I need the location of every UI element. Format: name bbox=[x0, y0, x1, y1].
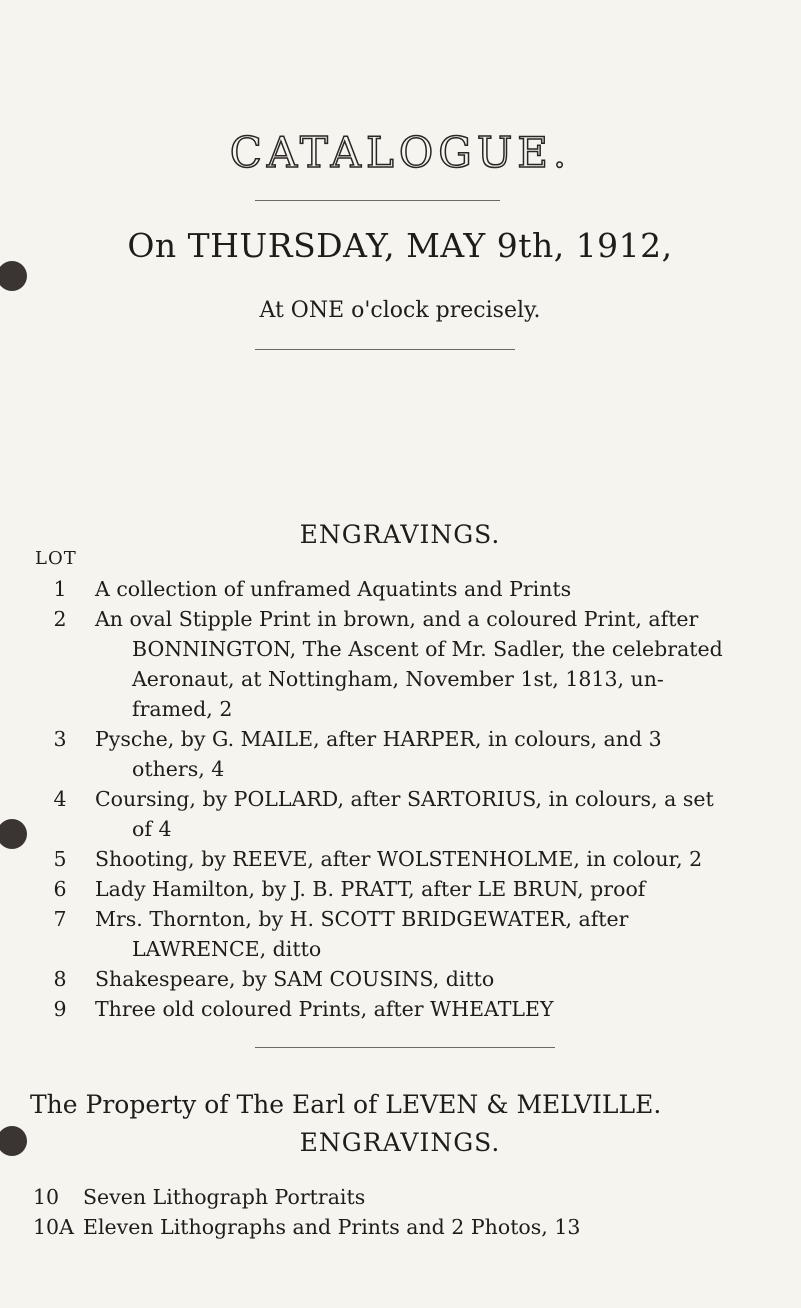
lot-description: An oval Stipple Print in brown, and a coloured Print, after BONNINGTON, The Ascent of Mr. Sadler, the celebrated Aeronaut, at Nottingham, November 1st, 1813, un- framed, 2 bbox=[95, 607, 723, 721]
lot-description: Pysche, by G. MAILE, after HARPER, in colours, and 3 others, 4 bbox=[95, 727, 662, 781]
lot-description: Coursing, by POLLARD, after SARTORIUS, in colours, a set of 4 bbox=[95, 787, 714, 841]
time-rule bbox=[255, 349, 515, 350]
sale-date: On THURSDAY, MAY 9th, 1912, bbox=[127, 226, 673, 265]
section-rule bbox=[255, 1047, 555, 1048]
binding-hole-bottom bbox=[0, 1126, 27, 1156]
lot-description: Shooting, by REEVE, after WOLSTENHOLME, in colour, 2 bbox=[95, 847, 703, 871]
lot-description: Three old coloured Prints, after WHEATLEY bbox=[95, 997, 554, 1021]
lot-item-8 bbox=[35, 964, 785, 994]
property-owner-heading: The Property of The Earl of LEVEN & MELVILLE. bbox=[30, 1090, 662, 1119]
lot-number: 10A bbox=[33, 1215, 74, 1239]
lot-item-4 bbox=[35, 784, 785, 844]
catalogue-title: CATALOGUE. bbox=[229, 128, 572, 177]
lot-number: 2 bbox=[53, 607, 67, 631]
lot-number: 4 bbox=[53, 787, 67, 811]
lot-description: Mrs. Thornton, by H. SCOTT BRIDGEWATER, after LAWRENCE, ditto bbox=[95, 907, 629, 961]
binding-hole-top bbox=[0, 261, 27, 291]
lot-number: 5 bbox=[53, 847, 67, 871]
lot-number: 8 bbox=[53, 967, 67, 991]
lot-description: Eleven Lithographs and Prints and 2 Photos, 13 bbox=[83, 1215, 581, 1239]
lot-item-7 bbox=[35, 904, 785, 964]
lot-column-label: LOT bbox=[35, 548, 77, 569]
lot-item-10a bbox=[33, 1215, 793, 1239]
section-heading-property-engravings: ENGRAVINGS. bbox=[299, 1128, 501, 1157]
lot-number: 6 bbox=[53, 877, 67, 901]
lot-number: 9 bbox=[53, 997, 67, 1021]
lot-number: 7 bbox=[53, 907, 67, 931]
lot-item-5 bbox=[35, 844, 785, 874]
section-heading-engravings: ENGRAVINGS. bbox=[299, 520, 501, 549]
lot-description: Lady Hamilton, by J. B. PRATT, after LE BRUN, proof bbox=[95, 877, 646, 901]
lot-item-10 bbox=[33, 1185, 793, 1209]
lot-item-3 bbox=[35, 724, 785, 784]
lot-item-1 bbox=[35, 574, 785, 604]
lot-number: 10 bbox=[33, 1185, 60, 1209]
lot-item-2 bbox=[35, 604, 785, 724]
lot-description: A collection of unframed Aquatints and Prints bbox=[95, 577, 572, 601]
binding-hole-middle bbox=[0, 819, 27, 849]
lot-item-9 bbox=[35, 994, 785, 1024]
lot-description: Shakespeare, by SAM COUSINS, ditto bbox=[95, 967, 495, 991]
lot-number: 1 bbox=[53, 577, 67, 601]
lot-item-6 bbox=[35, 874, 785, 904]
title-rule bbox=[255, 200, 500, 201]
lot-description: Seven Lithograph Portraits bbox=[83, 1185, 366, 1209]
lot-number: 3 bbox=[53, 727, 67, 751]
sale-time: At ONE o'clock precisely. bbox=[259, 298, 541, 323]
